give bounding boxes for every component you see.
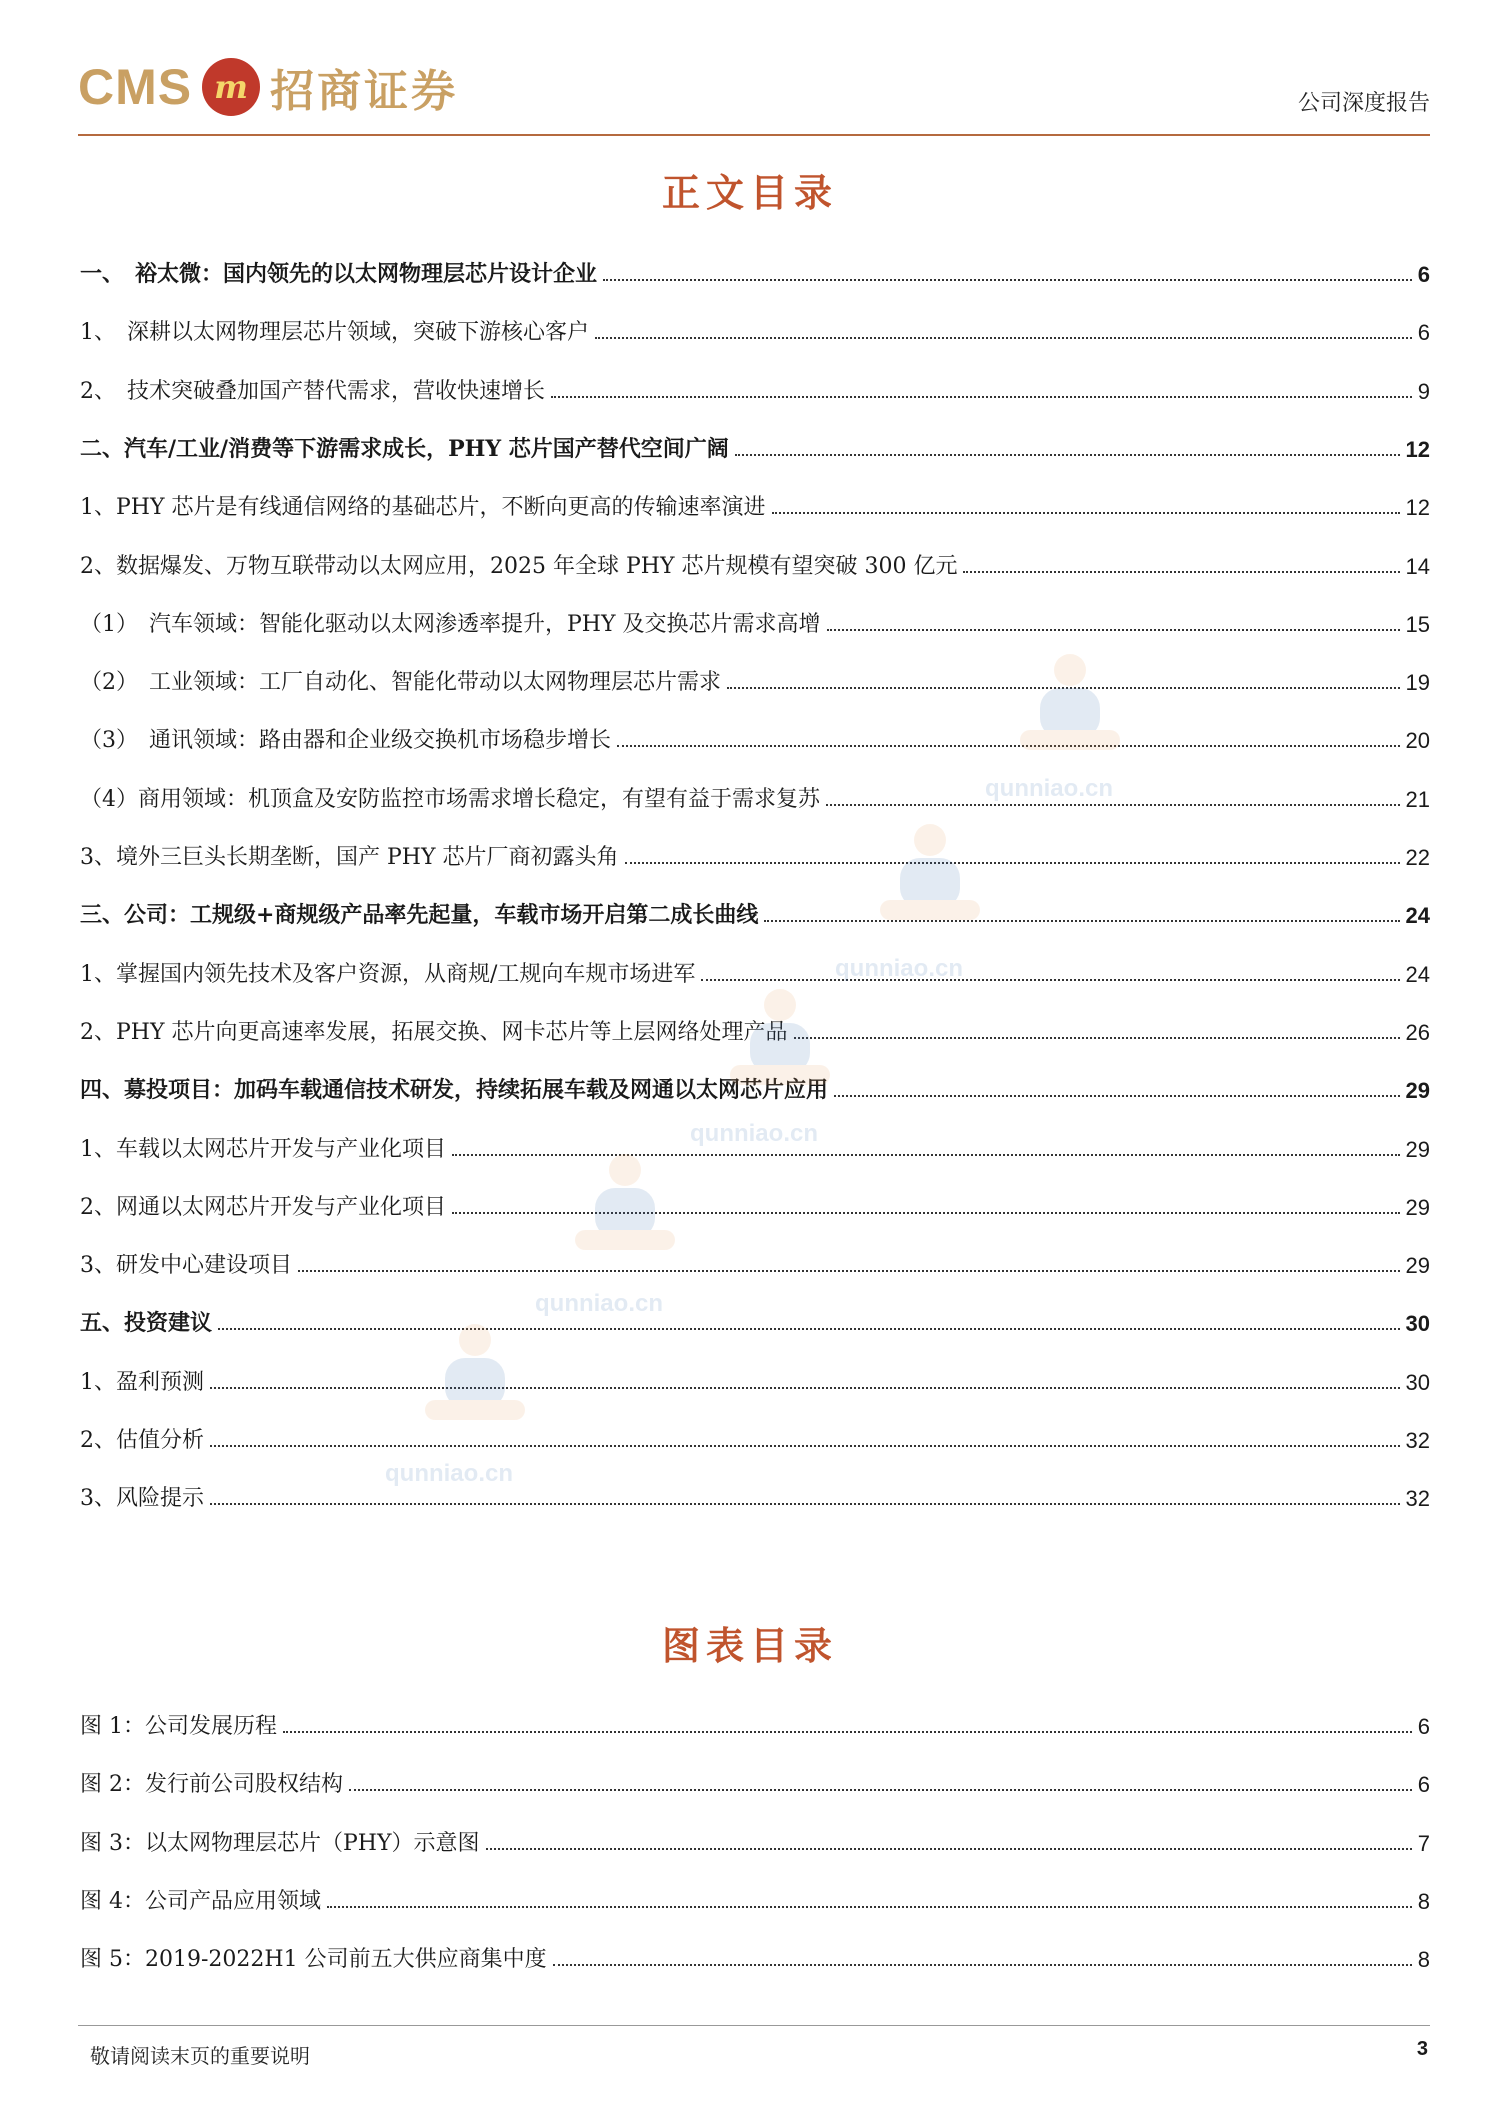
dot-leader [210, 1444, 1400, 1447]
toc-entry[interactable] [80, 1472, 1430, 1512]
toc-entry[interactable] [80, 831, 1430, 871]
toc-entry-label: 1、车载以太网芯片开发与产业化项目 [80, 1136, 446, 1162]
toc-entry-page: 30 [1405, 1369, 1430, 1395]
toc-entry-label: 1、盈利预测 [80, 1369, 204, 1395]
dot-leader [210, 1502, 1400, 1505]
toc-entry[interactable] [80, 481, 1430, 521]
toc-entry-page: 14 [1405, 553, 1430, 579]
figure-entry-label: 图 3：以太网物理层芯片（PHY）示意图 [80, 1830, 480, 1856]
watermark-icon [395, 1320, 555, 1444]
toc-entry-label: 一、 裕太微：国内领先的以太网物理层芯片设计企业 [80, 261, 598, 287]
toc-entry-label: （1） 汽车领域：智能化驱动以太网渗透率提升，PHY 及交换芯片需求高增 [80, 611, 821, 637]
dot-leader [210, 1386, 1400, 1389]
toc-entry-label: 1、掌握国内领先技术及客户资源，从商规/工规向车规市场进军 [80, 961, 696, 987]
toc-entry-label: 3、风险提示 [80, 1486, 204, 1512]
watermark-text: qunniao.cn [835, 955, 963, 982]
toc-entry-label: 1、 深耕以太网物理层芯片领域，突破下游核心客户 [80, 320, 589, 346]
figure-entry-label: 图 4：公司产品应用领域 [80, 1888, 321, 1914]
toc-entry-label: 2、估值分析 [80, 1428, 204, 1453]
footer-disclaimer: 敬请阅读末页的重要说明 [90, 2044, 310, 2068]
toc-entry[interactable] [80, 598, 1430, 638]
dot-leader [625, 861, 1400, 864]
toc-entry-label: 五、投资建议 [80, 1310, 213, 1337]
header-divider [78, 134, 1430, 136]
toc-entry-page: 19 [1405, 670, 1430, 696]
toc-entry-label: 二、汽车/工业/消费等下游需求成长，PHY 芯片国产替代空间广阔 [80, 435, 729, 462]
toc-entry[interactable] [80, 365, 1430, 405]
toc-entry-page: 20 [1405, 728, 1430, 754]
watermark-icon [700, 985, 860, 1109]
dot-leader [772, 511, 1400, 514]
dot-leader [551, 395, 1412, 398]
figure-entry[interactable] [80, 1817, 1430, 1857]
figure-entry[interactable] [80, 1758, 1430, 1798]
dot-leader [553, 1963, 1412, 1966]
toc-entry-label: 2、网通以太网芯片开发与产业化项目 [80, 1194, 446, 1220]
watermark-text: qunniao.cn [690, 1120, 818, 1147]
toc-entry[interactable] [80, 1356, 1430, 1396]
toc-title: 正文目录 [661, 170, 838, 215]
toc-entry-page: 22 [1405, 845, 1430, 870]
toc-entry-page: 6 [1417, 320, 1430, 346]
figure-entry-page: 8 [1417, 1947, 1430, 1973]
figure-entry-page: 6 [1417, 1772, 1430, 1798]
dot-leader [603, 278, 1412, 281]
toc-entry-label: 四、募投项目：加码车载通信技术研发，持续拓展车载及网通以太网芯片应用 [80, 1077, 829, 1104]
toc-entry-page: 12 [1405, 495, 1430, 521]
watermark-icon [850, 820, 1010, 944]
toc-entry-label: 3、研发中心建设项目 [80, 1253, 292, 1279]
watermark-text: qunniao.cn [535, 1290, 663, 1317]
toc-entry-page: 12 [1405, 436, 1430, 462]
toc-entry-label: （2） 工业领域：工厂自动化、智能化带动以太网物理层芯片需求 [80, 670, 721, 696]
toc-entry-page: 9 [1417, 378, 1430, 404]
toc-entry-page: 6 [1417, 262, 1430, 287]
dot-leader [834, 1094, 1400, 1097]
toc-entry-label: （3） 通讯领域：路由器和企业级交换机市场稳步增长 [80, 728, 611, 754]
toc-entry[interactable] [80, 714, 1430, 754]
toc-entry[interactable] [80, 540, 1430, 580]
toc-entry-page: 29 [1405, 1078, 1430, 1104]
logo-cms-text: CMS [78, 59, 193, 115]
toc-entry-label: 2、数据爆发、万物互联带动以太网应用，2025 年全球 PHY 芯片规模有望突破 300 亿元 [80, 553, 958, 579]
dot-leader [349, 1788, 1412, 1791]
figure-entry-page: 6 [1417, 1714, 1430, 1739]
logo-emblem-glyph: m [214, 68, 249, 106]
toc-entry-page: 15 [1405, 611, 1430, 637]
dot-leader [963, 570, 1399, 573]
figure-entry-label: 图 2：发行前公司股权结构 [80, 1772, 343, 1798]
dot-leader [826, 803, 1400, 806]
figure-entry[interactable] [80, 1933, 1430, 1973]
logo-company-name: 招商证券 [270, 66, 459, 117]
toc-entry-page: 21 [1405, 786, 1430, 812]
footer-divider [78, 2025, 1430, 2026]
watermark-icon [990, 650, 1150, 774]
dot-leader [595, 336, 1412, 339]
figure-entry[interactable] [80, 1700, 1430, 1740]
figure-entry-page: 8 [1417, 1888, 1430, 1914]
toc-entry-label: 三、公司：工规级+商规级产品率先起量，车载市场开启第二成长曲线 [80, 902, 759, 929]
toc-entry-page: 24 [1405, 961, 1430, 987]
toc-entry-page: 24 [1405, 903, 1430, 929]
toc-entry[interactable] [80, 773, 1430, 813]
toc-entry[interactable] [80, 1181, 1430, 1221]
toc-entry[interactable] [80, 948, 1430, 988]
dot-leader [794, 1036, 1400, 1039]
toc-entry-label: 1、PHY 芯片是有线通信网络的基础芯片，不断向更高的传输速率演进 [80, 495, 766, 521]
toc-entry[interactable] [80, 306, 1430, 346]
toc-entry[interactable] [80, 248, 1430, 288]
watermark-text: qunniao.cn [385, 1460, 513, 1487]
watermark-text: qunniao.cn [985, 775, 1113, 802]
toc-entry-page: 29 [1405, 1136, 1430, 1162]
toc-entry-page: 29 [1405, 1194, 1430, 1220]
figure-list-title: 图表目录 [661, 1623, 838, 1668]
toc-entry[interactable] [80, 423, 1430, 463]
toc-entry-page: 30 [1405, 1311, 1430, 1337]
dot-leader [327, 1905, 1412, 1908]
footer-page-number: 3 [1416, 2038, 1428, 2060]
report-type-label: 公司深度报告 [1297, 91, 1430, 116]
toc-entry[interactable] [80, 889, 1430, 929]
toc-entry-label: 3、境外三巨头长期垄断，国产 PHY 芯片厂商初露头角 [80, 845, 619, 870]
dot-leader [701, 978, 1399, 981]
toc-entry-page: 32 [1405, 1486, 1430, 1512]
toc-entry-label: 2、 技术突破叠加国产替代需求，营收快速增长 [80, 378, 545, 404]
toc-entry-label: 2、PHY 芯片向更高速率发展，拓展交换、网卡芯片等上层网络处理产品 [80, 1019, 788, 1045]
toc-entry[interactable] [80, 656, 1430, 696]
figure-entry[interactable] [80, 1875, 1430, 1915]
figure-entry-label: 图 1：公司发展历程 [80, 1714, 277, 1739]
toc-entry-label: （4）商用领域：机顶盒及安防监控市场需求增长稳定，有望有益于需求复苏 [80, 786, 820, 812]
dot-leader [486, 1847, 1412, 1850]
toc-entry-page: 32 [1405, 1428, 1430, 1453]
toc-entry[interactable] [80, 1239, 1430, 1279]
dot-leader [298, 1269, 1400, 1272]
figure-entry-label: 图 5：2019-2022H1 公司前五大供应商集中度 [80, 1947, 547, 1973]
dot-leader [827, 628, 1400, 631]
page-header [78, 56, 1430, 134]
toc-entry[interactable] [80, 1414, 1430, 1454]
dot-leader [735, 453, 1400, 456]
cms-logo [78, 56, 458, 118]
logo-emblem-icon [202, 58, 260, 116]
toc-entry-page: 26 [1405, 1019, 1430, 1045]
dot-leader [283, 1730, 1412, 1733]
figure-entry-page: 7 [1417, 1830, 1430, 1856]
toc-entry[interactable] [80, 1297, 1430, 1337]
toc-entry-page: 29 [1405, 1253, 1430, 1279]
watermark-icon [545, 1150, 705, 1274]
